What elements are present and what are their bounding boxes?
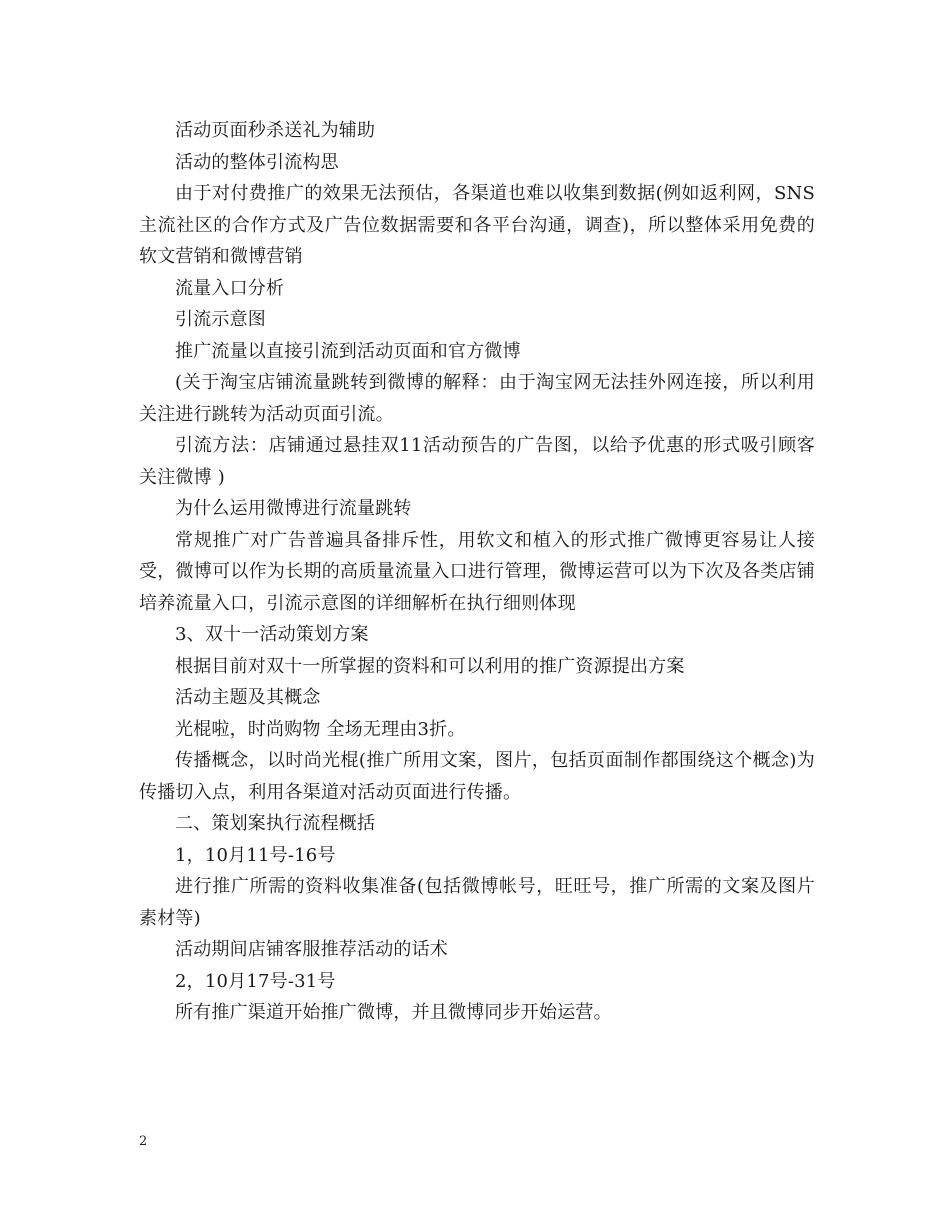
paragraph: 为什么运用微博进行流量跳转 — [175, 498, 412, 519]
paragraph: 由于对付费推广的效果无法预估，各渠道也难以收集到数据(例如返利网，SNS主流社区的合作方式及广告位数据需要和各平台沟通，调查)，所以整体采用免费的软文营销和微博营销 — [139, 183, 815, 267]
paragraph: 推广流量以直接引流到活动页面和官方微博 — [175, 340, 521, 362]
paragraph: 活动的整体引流构思 — [175, 151, 339, 173]
paragraph: 引流方法：店铺通过悬挂双11活动预告的广告图，以给予优惠的形式吸引顾客关注微博 ) — [139, 435, 815, 488]
paragraph: 流量入口分析 — [175, 277, 285, 299]
paragraph: 引流示意图 — [175, 309, 266, 330]
paragraph: 传播概念，以时尚光棍(推广所用文案，图片，包括页面制作都围绕这个概念)为传播切入点，利用各渠道对活动页面进行传播。 — [139, 750, 815, 803]
paragraph: 活动页面秒杀送礼为辅助 — [175, 120, 376, 141]
paragraph: 常规推广对广告普遍具备排斥性，用软文和植入的形式推广微博更容易让人接受，微博可以作为长期的高质量流量入口进行管理，微博运营可以为下次及各类店铺培养流量入口，引流示意图的详细解析在执行细则体现 — [139, 529, 815, 614]
page-number: 2 — [139, 1134, 148, 1149]
paragraph: 2，10月17号-31号 — [175, 970, 336, 992]
document-body — [139, 115, 815, 1029]
paragraph: 根据目前对双十一所掌握的资料和可以利用的推广资源提出方案 — [175, 655, 685, 677]
paragraph: 3、双十一活动策划方案 — [175, 624, 369, 645]
paragraph: 进行推广所需的资料收集准备(包括微博帐号，旺旺号，推广所需的文案及图片素材等) — [139, 876, 815, 929]
paragraph: 光棍啦，时尚购物 全场无理由3折。 — [175, 718, 466, 740]
paragraph: 1，10月11号-16号 — [175, 844, 336, 866]
paragraph: 活动期间店铺客服推荐活动的话术 — [175, 939, 448, 960]
paragraph: 所有推广渠道开始推广微博，并且微博同步开始运营。 — [175, 1002, 612, 1023]
paragraph: (关于淘宝店铺流量跳转到微博的解释：由于淘宝网无法挂外网连接，所以利用关注进行跳转为活动页面引流。 — [139, 372, 815, 425]
paragraph: 二、策划案执行流程概括 — [175, 813, 376, 834]
paragraph: 活动主题及其概念 — [175, 687, 321, 708]
